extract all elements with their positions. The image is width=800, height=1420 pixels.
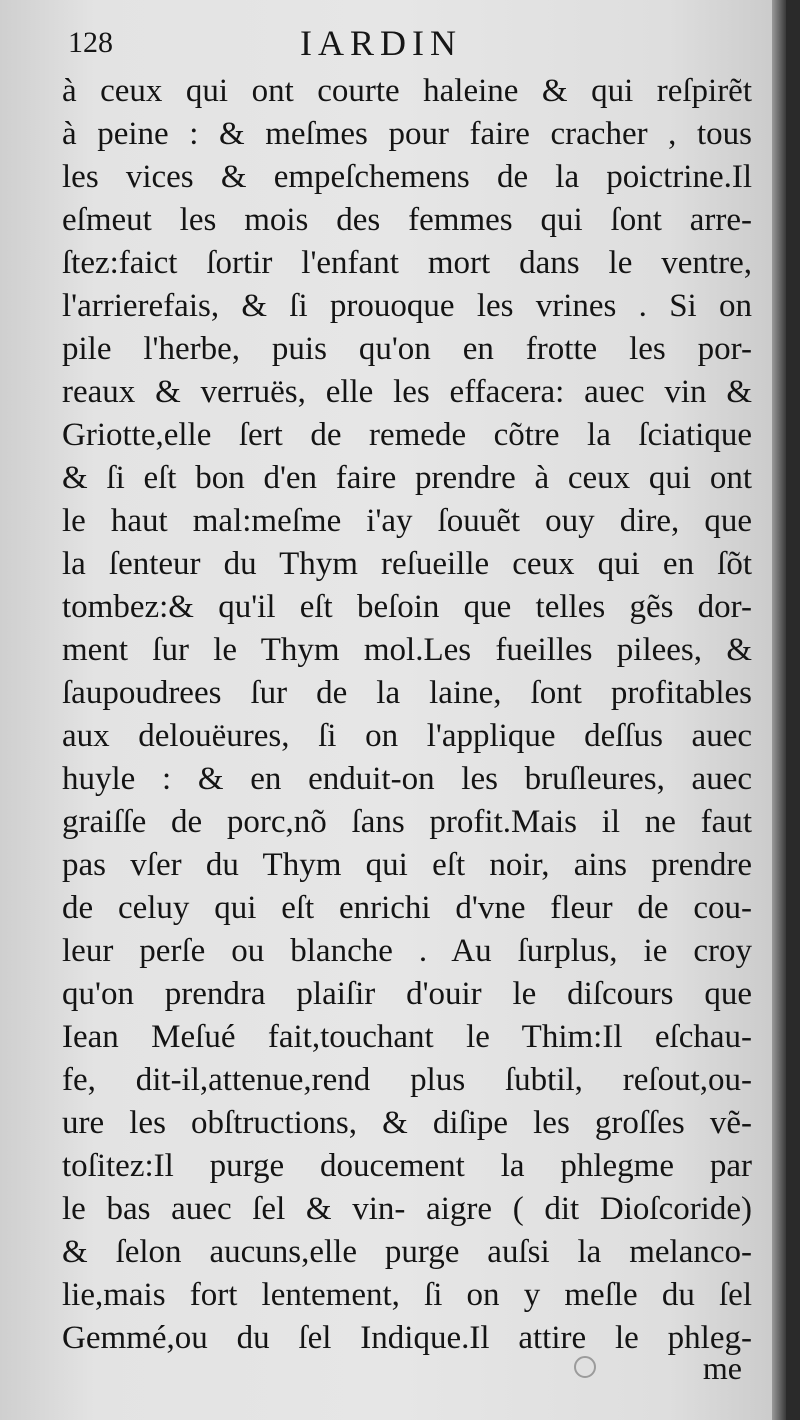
page-edge-shadow — [772, 0, 786, 1420]
text-line: pas vſer du Thym qui eſt noir, ains prendre — [62, 847, 752, 883]
text-line: Griotte,elle ſert de remede cõtre la ſciatique — [62, 417, 752, 453]
text-line: graiſſe de porc,nõ ſans profit.Mais il ne faut — [62, 804, 752, 840]
text-line: ure les obſtructions, & diſipe les groſſes vẽ- — [62, 1105, 752, 1141]
text-line: la ſenteur du Thym reſueille ceux qui en ſõt — [62, 546, 752, 582]
text-line: à ceux qui ont courte haleine & qui reſpirẽt — [62, 73, 752, 109]
running-title: IARDIN — [300, 23, 462, 63]
text-line: ſtez:faict ſortir l'enfant mort dans le ventre, — [62, 245, 752, 281]
text-line: Gemmé,ou du ſel Indique.Il attire le phleg- — [62, 1320, 752, 1356]
text-line: ment ſur le Thym mol.Les fueilles pilees, & — [62, 632, 752, 668]
text-line: & ſi eſt bon d'en faire prendre à ceux qui ont — [62, 460, 752, 496]
page-number: 128 — [68, 26, 113, 59]
page-header — [68, 22, 748, 66]
text-line: leur perſe ou blanche . Au ſurplus, ie croy — [62, 933, 752, 969]
text-line: à peine : & meſmes pour faire cracher , tous — [62, 116, 752, 152]
text-line: pile l'herbe, puis qu'on en frotte les por- — [62, 331, 752, 367]
text-line: eſmeut les mois des femmes qui ſont arre- — [62, 202, 752, 238]
text-line: Iean Meſué fait,touchant le Thim:Il eſchau- — [62, 1019, 752, 1055]
text-line: l'arrierefais, & ſi prouoque les vrines . Si on — [62, 288, 752, 324]
text-line: les vices & empeſchemens de la poictrine.Il — [62, 159, 752, 195]
text-line: ſaupoudrees ſur de la laine, ſont profitables — [62, 675, 752, 711]
text-line: de celuy qui eſt enrichi d'vne fleur de cou- — [62, 890, 752, 926]
text-line: tombez:& qu'il eſt beſoin que telles gẽs dor- — [62, 589, 752, 625]
text-line: toſitez:Il purge doucement la phlegme par — [62, 1148, 752, 1184]
text-line: reaux & verruës, elle les effacera: auec vin & — [62, 374, 752, 410]
text-line: huyle : & en enduit-on les bruſleures, auec — [62, 761, 752, 797]
body-text — [62, 70, 752, 1360]
catchword: me — [702, 1350, 742, 1386]
text-line: le haut mal:meſme i'ay ſouuẽt ouy dire, que — [62, 503, 752, 539]
text-line: aux delouëures, ſi on l'applique deſſus auec — [62, 718, 752, 754]
text-line: fe, dit-il,attenue,rend plus ſubtil, reſout,ou- — [62, 1062, 752, 1098]
text-line: lie,mais fort lentement, ſi on y meſle du ſel — [62, 1277, 752, 1313]
text-line: & ſelon aucuns,elle purge auſsi la melanco- — [62, 1234, 752, 1270]
text-line: qu'on prendra plaiſir d'ouir le diſcours que — [62, 976, 752, 1012]
ink-blemish — [574, 1356, 596, 1378]
text-line: le bas auec ſel & vin- aigre ( dit Dioſcoride) — [62, 1191, 752, 1227]
